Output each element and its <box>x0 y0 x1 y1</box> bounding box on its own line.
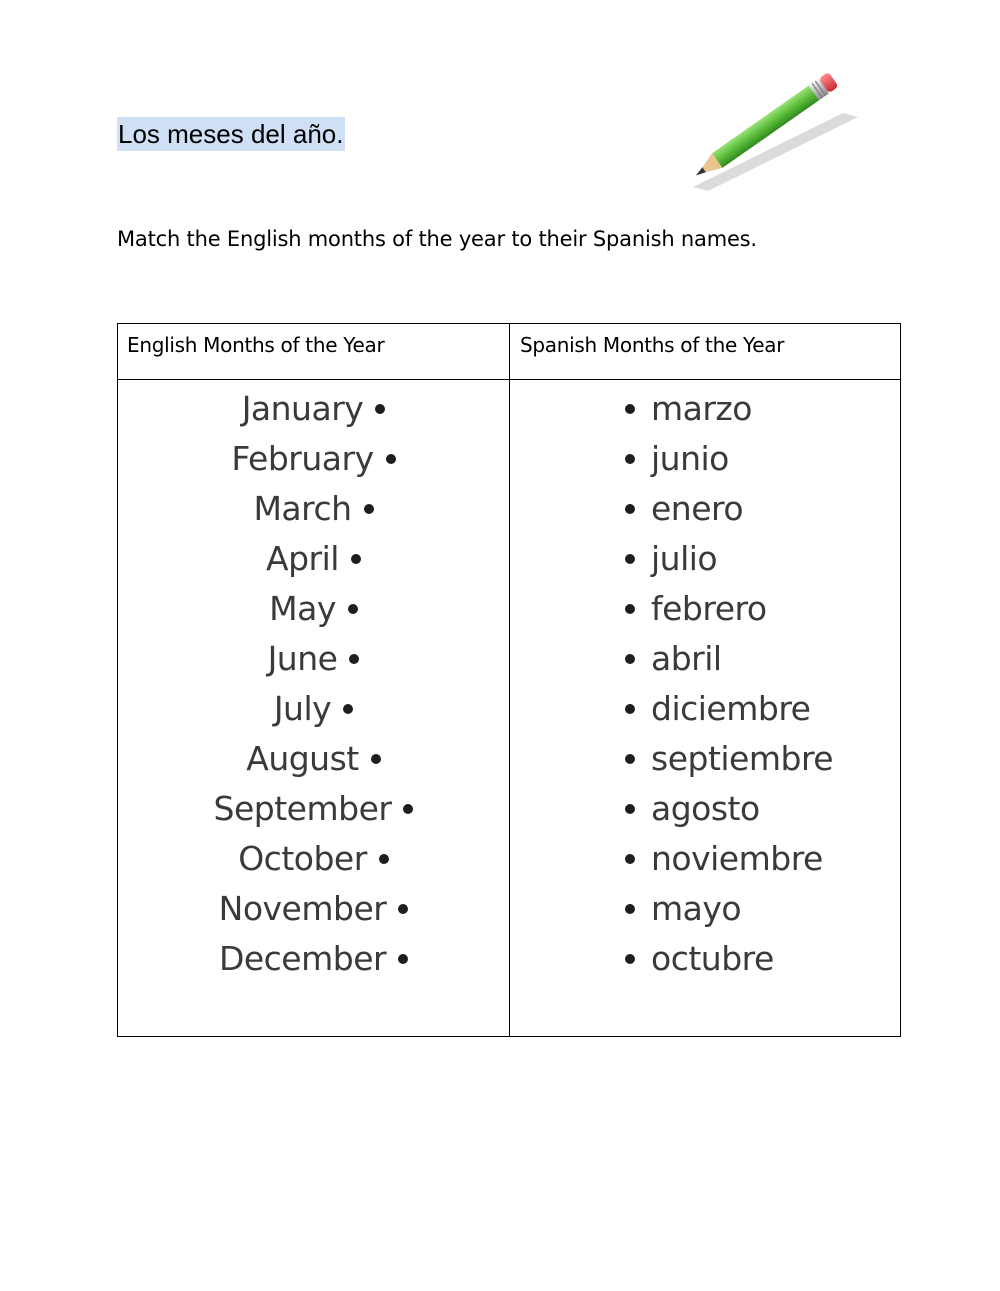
match-dot-icon[interactable] <box>625 554 635 564</box>
match-dot-icon[interactable] <box>625 854 635 864</box>
english-month-label: September <box>213 789 392 828</box>
english-month-item[interactable] <box>118 434 509 484</box>
spanish-month-item[interactable] <box>510 734 901 784</box>
match-dot-icon[interactable] <box>625 804 635 814</box>
match-dot-icon[interactable] <box>625 504 635 514</box>
match-dot-icon[interactable] <box>351 554 361 564</box>
english-month-label: April <box>266 539 339 578</box>
match-dot-icon[interactable] <box>403 804 413 814</box>
english-months-column <box>118 384 509 984</box>
english-month-label: June <box>267 639 338 678</box>
match-dot-icon[interactable] <box>398 904 408 914</box>
instructions-text: Match the English months of the year to their Spanish names. <box>117 227 757 251</box>
spanish-month-item[interactable] <box>510 934 901 984</box>
spanish-month-item[interactable] <box>510 384 901 434</box>
english-month-label: July <box>273 689 332 728</box>
spanish-month-item[interactable] <box>510 434 901 484</box>
header-english: English Months of the Year <box>127 333 385 357</box>
spanish-month-label: noviembre <box>651 839 823 878</box>
english-month-item[interactable] <box>118 484 509 534</box>
spanish-month-item[interactable] <box>510 884 901 934</box>
english-month-label: August <box>246 739 359 778</box>
match-dot-icon[interactable] <box>375 404 385 414</box>
spanish-month-item[interactable] <box>510 784 901 834</box>
english-month-label: November <box>218 889 387 928</box>
spanish-month-label: junio <box>651 439 729 478</box>
match-dot-icon[interactable] <box>625 404 635 414</box>
english-month-item[interactable] <box>118 784 509 834</box>
match-dot-icon[interactable] <box>625 954 635 964</box>
spanish-month-item[interactable] <box>510 834 901 884</box>
page-title: Los meses del año. <box>118 119 344 149</box>
match-dot-icon[interactable] <box>625 604 635 614</box>
match-dot-icon[interactable] <box>625 754 635 764</box>
spanish-month-label: octubre <box>651 939 774 978</box>
spanish-month-label: mayo <box>651 889 742 928</box>
english-month-item[interactable] <box>118 534 509 584</box>
spanish-month-label: enero <box>651 489 744 528</box>
english-month-item[interactable] <box>118 934 509 984</box>
english-month-label: February <box>231 439 374 478</box>
spanish-month-item[interactable] <box>510 584 901 634</box>
english-month-item[interactable] <box>118 884 509 934</box>
spanish-month-label: septiembre <box>651 739 834 778</box>
english-month-label: March <box>253 489 352 528</box>
english-month-label: December <box>218 939 387 978</box>
match-dot-icon[interactable] <box>371 754 381 764</box>
spanish-month-item[interactable] <box>510 634 901 684</box>
spanish-month-label: abril <box>651 639 722 678</box>
header-spanish: Spanish Months of the Year <box>520 333 785 357</box>
spanish-month-label: julio <box>651 539 718 578</box>
match-dot-icon[interactable] <box>348 604 358 614</box>
spanish-month-item[interactable] <box>510 534 901 584</box>
spanish-month-label: agosto <box>651 789 760 828</box>
match-dot-icon[interactable] <box>625 654 635 664</box>
english-month-item[interactable] <box>118 584 509 634</box>
spanish-month-item[interactable] <box>510 484 901 534</box>
english-month-item[interactable] <box>118 684 509 734</box>
english-month-item[interactable] <box>118 834 509 884</box>
match-dot-icon[interactable] <box>625 704 635 714</box>
match-dot-icon[interactable] <box>625 454 635 464</box>
english-month-item[interactable] <box>118 384 509 434</box>
english-month-label: May <box>269 589 336 628</box>
match-dot-icon[interactable] <box>379 854 389 864</box>
spanish-month-label: diciembre <box>651 689 811 728</box>
english-month-item[interactable] <box>118 734 509 784</box>
matching-table <box>117 323 901 1037</box>
match-dot-icon[interactable] <box>343 704 353 714</box>
english-month-label: October <box>238 839 367 878</box>
match-dot-icon[interactable] <box>364 504 374 514</box>
english-month-label: January <box>241 389 364 428</box>
english-month-item[interactable] <box>118 634 509 684</box>
spanish-month-item[interactable] <box>510 684 901 734</box>
match-dot-icon[interactable] <box>398 954 408 964</box>
match-dot-icon[interactable] <box>386 454 396 464</box>
spanish-month-label: marzo <box>651 389 752 428</box>
pencil-icon <box>668 55 868 195</box>
spanish-month-label: febrero <box>651 589 767 628</box>
spanish-months-column <box>510 384 901 984</box>
match-dot-icon[interactable] <box>349 654 359 664</box>
match-dot-icon[interactable] <box>625 904 635 914</box>
